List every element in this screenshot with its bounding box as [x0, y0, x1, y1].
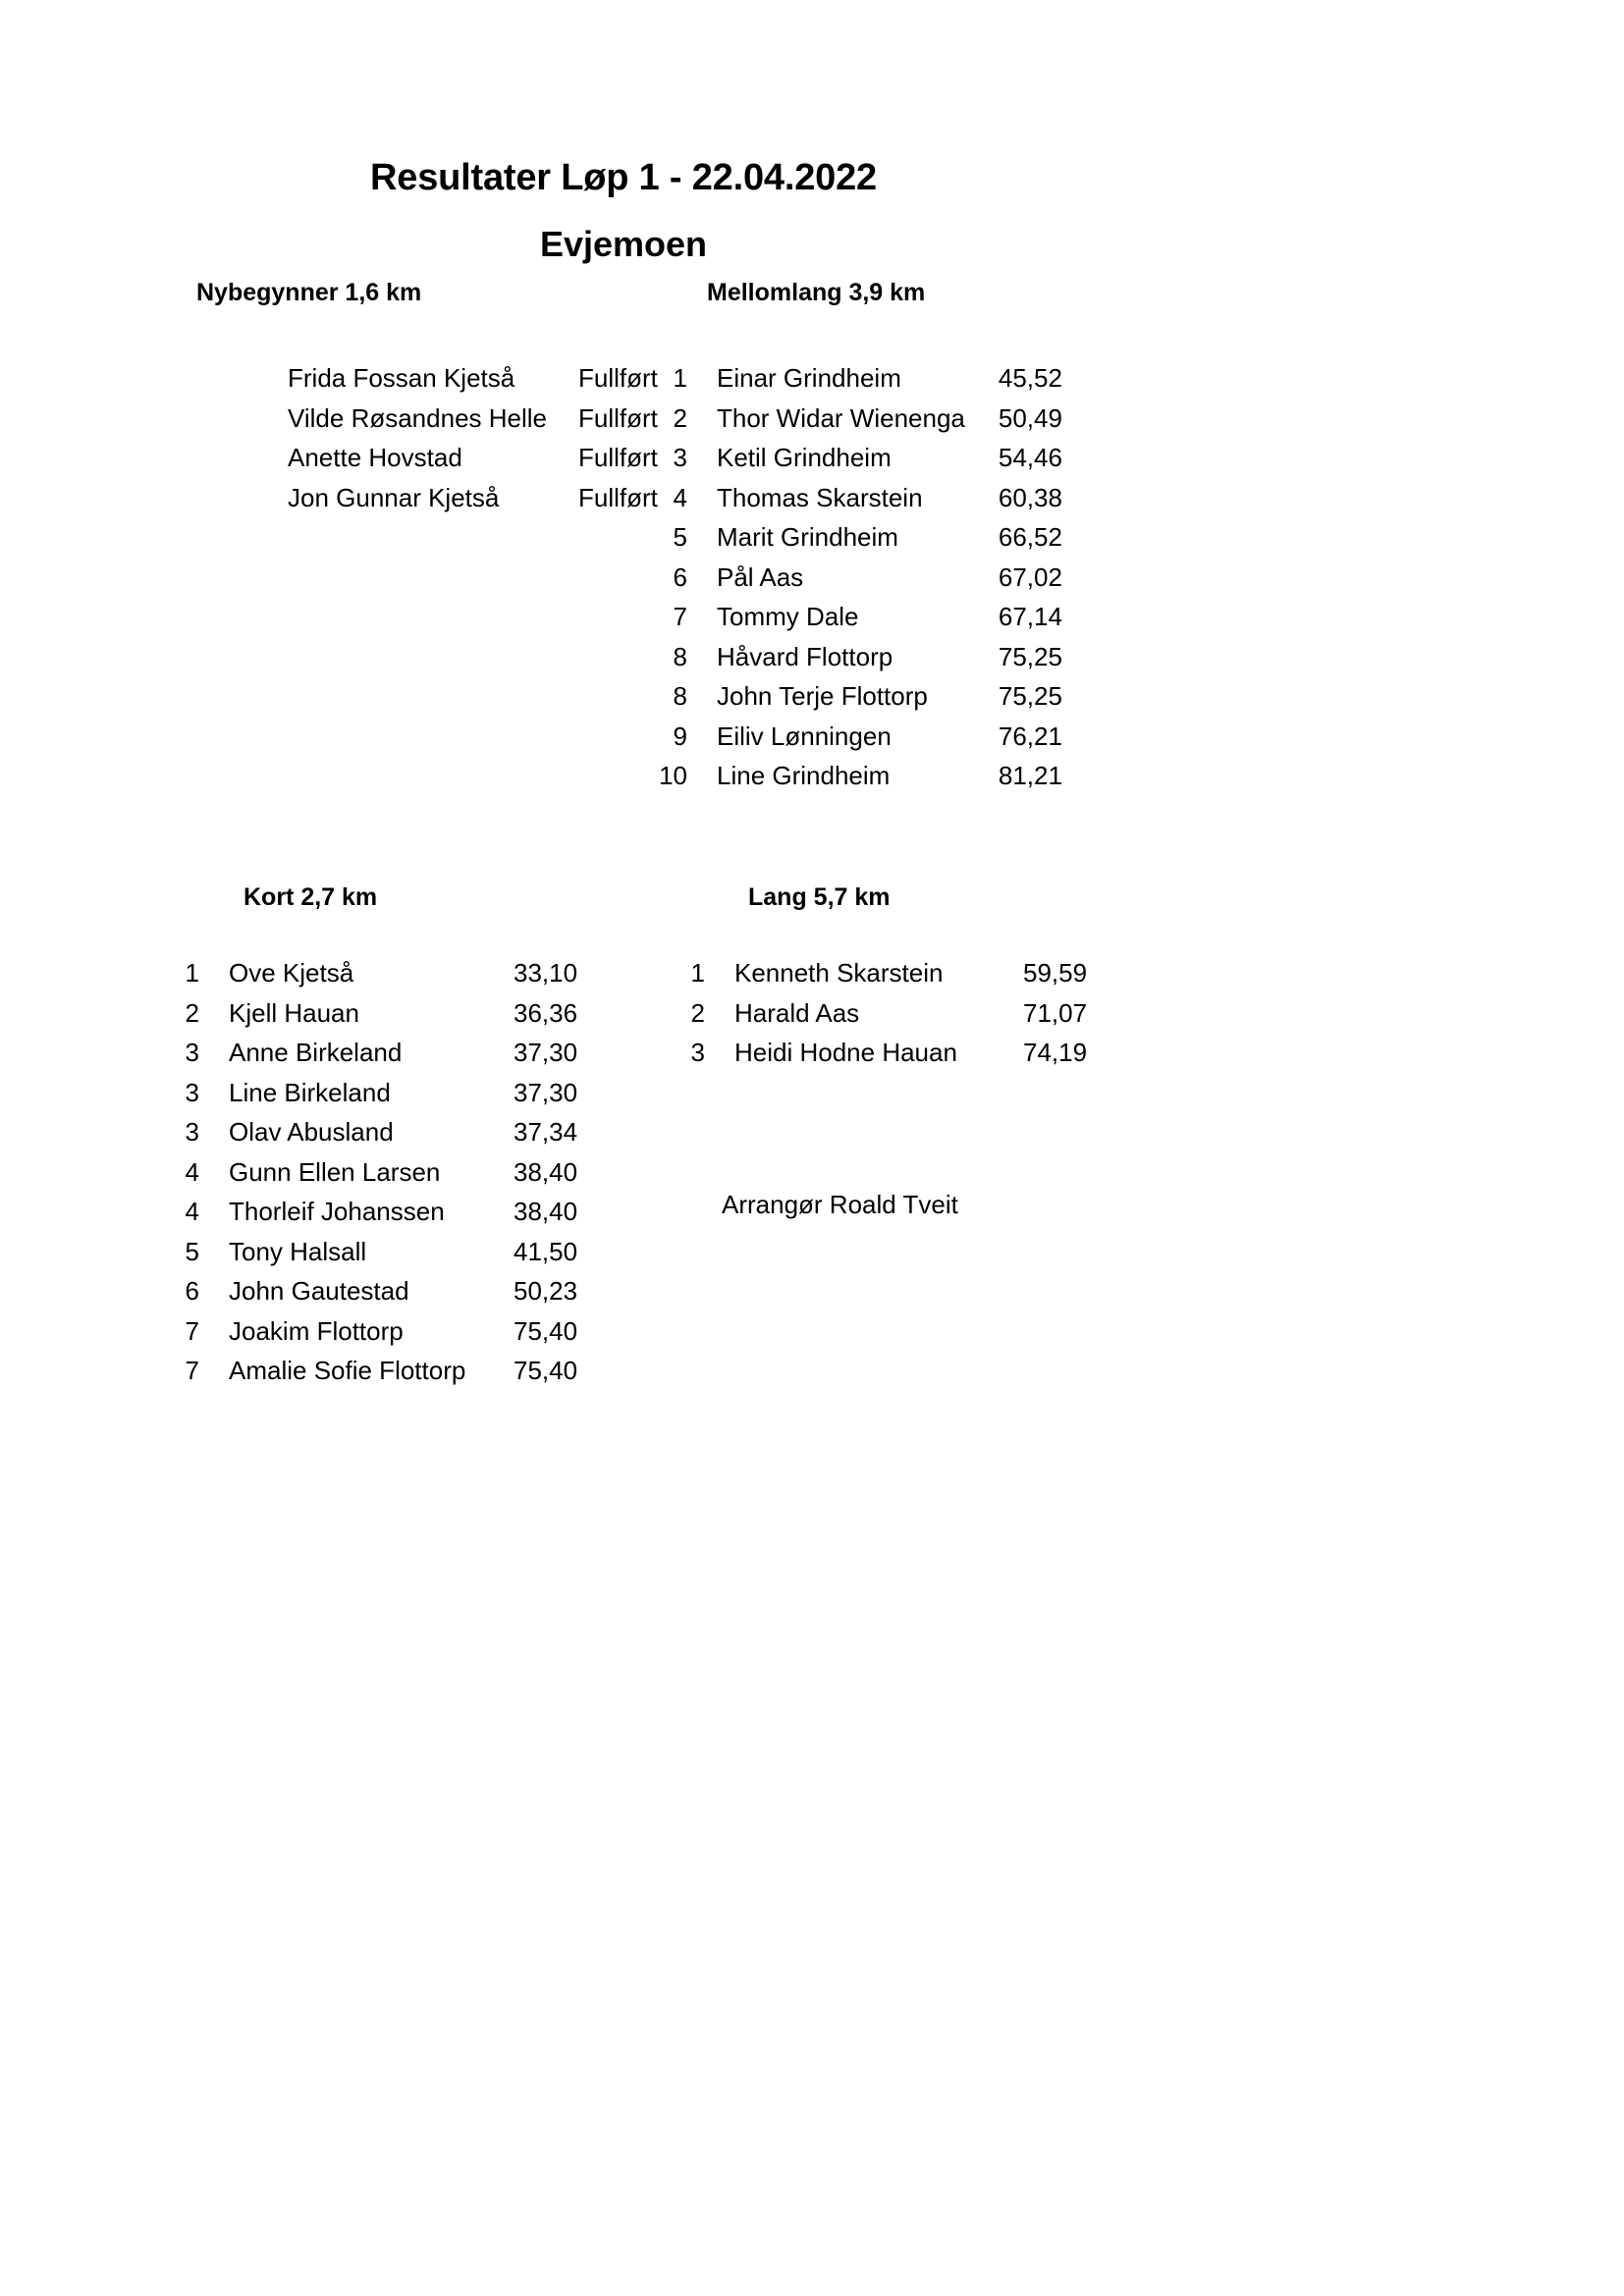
cell-rank: 3 — [185, 1038, 199, 1067]
cell-name: Gunn Ellen Larsen — [229, 1156, 441, 1187]
cell-time: 75,40 — [514, 1315, 578, 1346]
results-table-kort — [162, 953, 577, 1391]
cell-name: Tony Halsall — [229, 1236, 367, 1266]
cell-name: Amalie Sofie Flottorp — [229, 1356, 466, 1385]
table-row — [650, 478, 1062, 518]
page-title: Resultater Løp 1 - 22.04.2022 — [370, 157, 877, 198]
cell-name: Kenneth Skarstein — [734, 958, 944, 988]
table-row — [650, 558, 1062, 598]
cell-name: Kjell Hauan — [229, 997, 359, 1028]
cell-name: John Terje Flottorp — [717, 681, 928, 711]
cell-rank: 4 — [185, 1156, 199, 1187]
results-table-mellomlang — [650, 358, 1062, 796]
cell-rank: 6 — [185, 1276, 199, 1306]
results-table-body — [221, 358, 658, 517]
cell-time: 37,30 — [514, 1077, 578, 1107]
cell-rank: 1 — [690, 958, 705, 988]
organizer-note: Arrangør Roald Tveit — [722, 1190, 958, 1219]
cell-name: Joakim Flottorp — [229, 1315, 404, 1346]
cell-name: Line Birkeland — [229, 1077, 391, 1107]
cell-rank: 2 — [690, 997, 705, 1028]
cell-rank: 9 — [673, 721, 687, 751]
cell-rank: 3 — [185, 1077, 199, 1107]
cell-time: 41,50 — [514, 1236, 578, 1266]
cell-rank: 5 — [185, 1236, 199, 1266]
table-row — [221, 399, 658, 439]
cell-name: Ove Kjetså — [229, 958, 354, 988]
cell-time: Fullført — [578, 443, 658, 472]
cell-rank — [221, 478, 258, 518]
cell-time: 76,21 — [998, 721, 1062, 751]
cell-name: Jon Gunnar Kjetså — [288, 482, 500, 512]
section-header-kort: Kort 2,7 km — [244, 883, 378, 911]
table-row — [221, 478, 658, 518]
cell-rank: 6 — [673, 561, 687, 592]
table-row — [650, 399, 1062, 439]
cell-time: 71,07 — [1023, 997, 1088, 1028]
cell-time: Fullført — [578, 482, 658, 512]
table-row — [162, 1311, 577, 1352]
cell-name: Einar Grindheim — [717, 363, 901, 393]
table-row — [162, 1351, 577, 1391]
cell-name: Heidi Hodne Hauan — [734, 1038, 957, 1067]
table-row — [668, 953, 1087, 993]
cell-time: 36,36 — [514, 997, 578, 1028]
table-row — [162, 1152, 577, 1193]
table-row — [650, 637, 1062, 677]
cell-time: 67,02 — [998, 561, 1062, 592]
cell-rank: 7 — [185, 1315, 199, 1346]
cell-name: Vilde Røsandnes Helle — [288, 402, 547, 433]
cell-name: Ketil Grindheim — [717, 443, 892, 472]
cell-time: 45,52 — [998, 363, 1062, 393]
table-row — [221, 358, 658, 399]
cell-name: Frida Fossan Kjetså — [288, 363, 515, 393]
cell-name: Anette Hovstad — [288, 443, 462, 472]
table-row — [162, 1073, 577, 1113]
cell-time: 75,25 — [998, 681, 1062, 711]
cell-name: Håvard Flottorp — [717, 641, 893, 671]
cell-rank: 7 — [185, 1356, 199, 1385]
section-header-mellomlang: Mellomlang 3,9 km — [707, 279, 926, 306]
table-row — [668, 1033, 1087, 1073]
cell-name: Tommy Dale — [717, 602, 859, 631]
results-table-nybegynner — [221, 358, 658, 517]
page-subtitle: Evjemoen — [539, 224, 708, 264]
section-header-lang: Lang 5,7 km — [748, 883, 891, 911]
results-table-body — [162, 953, 577, 1391]
table-row — [162, 1192, 577, 1232]
cell-rank: 1 — [673, 363, 687, 393]
table-row — [162, 953, 577, 993]
cell-time: 37,34 — [514, 1117, 578, 1147]
cell-name: Thorleif Johanssen — [229, 1197, 445, 1226]
table-row — [162, 993, 577, 1034]
cell-time: 66,52 — [998, 522, 1062, 552]
table-row — [650, 438, 1062, 478]
cell-time: 60,38 — [998, 482, 1062, 512]
table-row — [162, 1271, 577, 1311]
table-row — [668, 993, 1087, 1034]
cell-rank: 4 — [673, 482, 687, 512]
table-row — [162, 1033, 577, 1073]
cell-name: Eiliv Lønningen — [717, 721, 892, 751]
cell-rank: 1 — [185, 958, 199, 988]
cell-name: Harald Aas — [734, 997, 860, 1028]
cell-time: Fullført — [578, 402, 658, 433]
cell-time: 50,23 — [514, 1276, 578, 1306]
cell-time: 38,40 — [514, 1156, 578, 1187]
cell-time: 75,25 — [998, 641, 1062, 671]
cell-name: Marit Grindheim — [717, 522, 898, 552]
cell-time: 33,10 — [514, 958, 578, 988]
cell-rank: 7 — [673, 602, 687, 631]
cell-rank: 2 — [185, 997, 199, 1028]
table-row — [221, 438, 658, 478]
cell-rank: 3 — [673, 443, 687, 472]
cell-time: 38,40 — [514, 1197, 578, 1226]
cell-name: Thor Widar Wienenga — [717, 402, 965, 433]
results-table-body — [650, 358, 1062, 796]
cell-name: Thomas Skarstein — [717, 482, 923, 512]
cell-name: John Gautestad — [229, 1276, 409, 1306]
cell-time: 81,21 — [998, 761, 1062, 790]
cell-time: 74,19 — [1023, 1038, 1088, 1067]
table-row — [650, 358, 1062, 399]
cell-rank — [221, 399, 258, 439]
cell-time: 54,46 — [998, 443, 1062, 472]
cell-time: 67,14 — [998, 602, 1062, 631]
cell-rank: 8 — [673, 641, 687, 671]
cell-rank: 5 — [673, 522, 687, 552]
results-table-lang — [668, 953, 1087, 1073]
table-row — [650, 597, 1062, 637]
cell-time: 75,40 — [514, 1356, 578, 1385]
cell-name: Line Grindheim — [717, 761, 891, 790]
cell-name: Pål Aas — [717, 561, 804, 592]
cell-name: Anne Birkeland — [229, 1038, 403, 1067]
table-row — [162, 1112, 577, 1152]
table-row — [650, 676, 1062, 717]
cell-time: 37,30 — [514, 1038, 578, 1067]
table-row — [650, 756, 1062, 796]
results-table-body — [668, 953, 1087, 1073]
table-row — [650, 717, 1062, 757]
section-header-nybegynner: Nybegynner 1,6 km — [196, 279, 422, 306]
cell-name: Olav Abusland — [229, 1117, 394, 1147]
cell-rank: 4 — [185, 1197, 199, 1226]
cell-rank — [221, 358, 258, 399]
cell-time: Fullført — [578, 363, 658, 393]
cell-time: 59,59 — [1023, 958, 1088, 988]
table-row — [650, 517, 1062, 558]
cell-rank: 8 — [673, 681, 687, 711]
cell-rank: 3 — [690, 1038, 705, 1067]
cell-rank: 2 — [673, 402, 687, 433]
cell-rank: 10 — [659, 761, 687, 790]
cell-time: 50,49 — [998, 402, 1062, 433]
table-row — [162, 1232, 577, 1272]
cell-rank: 3 — [185, 1117, 199, 1147]
cell-rank — [221, 438, 258, 478]
